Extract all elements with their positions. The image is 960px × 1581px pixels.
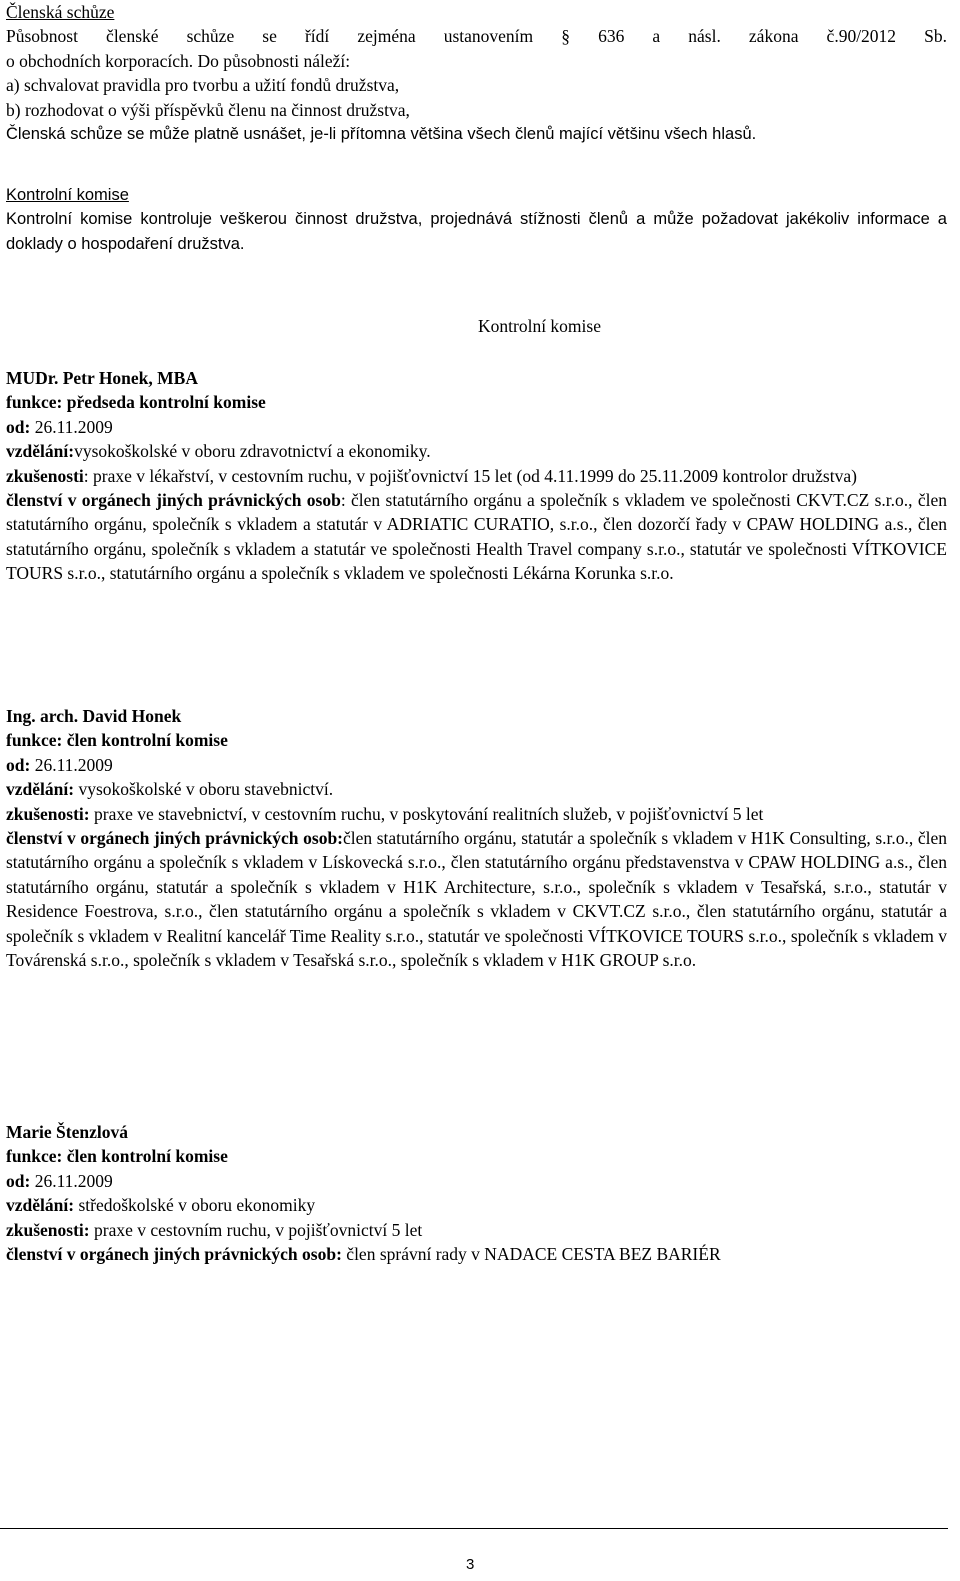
footer-divider xyxy=(0,1528,948,1529)
vzdelani-label: vzdělání: xyxy=(6,441,75,462)
clenska-quorum: Členská schůze se může platně usnášet, je-li přítomna většina všech členů mající většinu všech hlasů. xyxy=(6,125,757,144)
section-title: Kontrolní komise xyxy=(478,316,601,336)
member-funkce: funkce: předseda kontrolní komise xyxy=(6,392,266,413)
vzdelani-value: vysokoškolské v oboru zdravotnictví a ekonomiky. xyxy=(74,441,431,462)
clenstvi-value: člen statutárního orgánu, statutár a společník s vkladem v H1K Consulting, s.r.o., člen statutárního orgánu a společník s vkladem v Lískovecká s.r.o., člen statutárního orgánu představenstva v CPAW HOLDING a.s., člen statutárního orgánu, statutár a společník s vkladem v H1K Architecture, s.r.o., společník s vkladem v Tesařská, s.r.o., statutár v Residence Foestrova, s.r.o., člen statutárního orgánu a společník s vkladem v CKVT.CZ s.r.o., člen statutárního orgánu, statutár a společník s vkladem v Realitní kancelář Time Reality s.r.o., statutár ve společnosti VÍTKOVICE TOURS s.r.o., společník s vkladem v Továrenská s.r.o., společník s vkladem v Tesařská s.r.o., společník s vkladem v H1K GROUP s.r.o. xyxy=(6,828,947,971)
od-value: 26.11.2009 xyxy=(30,1170,113,1191)
member-name: Ing. arch. David Honek xyxy=(6,706,182,726)
od-label: od: xyxy=(6,754,31,775)
section-title-wrap xyxy=(6,314,947,338)
clenska-schuze-heading: Členská schůze xyxy=(6,2,115,22)
clenska-schuze-section xyxy=(6,0,947,146)
page-number: 3 xyxy=(466,1556,475,1573)
clenstvi-label: členství v orgánech jiných právnických osob xyxy=(6,490,341,511)
vzdelani-value: vysokoškolské v oboru stavebnictví. xyxy=(74,779,334,800)
clenstvi-label: členství v orgánech jiných právnických osob: xyxy=(6,828,343,849)
zkusenosti-label: zkušenosti xyxy=(6,465,84,486)
vzdelani-value: středoškolské v oboru ekonomiky xyxy=(74,1195,316,1216)
member-name: MUDr. Petr Honek, MBA xyxy=(6,368,198,388)
vzdelani-label: vzdělání: xyxy=(6,779,75,800)
zkusenosti-label: zkušenosti: xyxy=(6,1219,90,1240)
clenska-item-b: b) rozhodovat o výši příspěvků členu na činnost družstva, xyxy=(6,99,410,120)
clenska-line-1: Působnost členské schůze se řídí zejména ustanovením § 636 a násl. zákona č.90/2012 Sb. xyxy=(6,26,947,47)
vzdelani-label: vzdělání: xyxy=(6,1195,75,1216)
kontrolni-intro-text: Kontrolní komise kontroluje veškerou činnost družstva, projednává stížnosti členů a může požadovat jakékoliv informace a doklady o hospodaření družstva. xyxy=(6,210,947,253)
kontrolni-intro-heading: Kontrolní komise xyxy=(6,186,129,204)
zkusenosti-value: praxe v cestovním ruchu, v pojišťovnictví 5 let xyxy=(89,1219,423,1240)
od-label: od: xyxy=(6,416,31,437)
member-block xyxy=(6,366,947,586)
zkusenosti-label: zkušenosti: xyxy=(6,803,90,824)
member-name: Marie Štenzlová xyxy=(6,1122,128,1142)
clenstvi-value: : člen statutárního orgánu a společník s vkladem ve společnosti CKVT.CZ s.r.o., člen statutárního orgánu, společník s vkladem a statutár v ADRIATIC CURATIO, s.r.o., člen dozorčí řady v CPAW HOLDING a.s., člen statutárního orgánu, společník s vkladem a statutár ve společnosti Health Travel company s.r.o., statutár ve společnosti VÍTKOVICE TOURS s.r.o., statutárního orgánu a společník s vkladem ve společnosti Lékárna Korunka s.r.o. xyxy=(6,490,947,584)
kontrolni-intro-section xyxy=(6,183,947,256)
member-block xyxy=(6,704,947,972)
member-block xyxy=(6,1120,947,1266)
clenstvi-value: člen správní rady v NADACE CESTA BEZ BARIÉR xyxy=(341,1244,721,1265)
zkusenosti-value: praxe ve stavebnictví, v cestovním ruchu, v poskytování realitních služeb, v pojišťovnictví 5 let xyxy=(89,803,764,824)
clenska-item-a: a) schvalovat pravidla pro tvorbu a užití fondů družstva, xyxy=(6,75,400,96)
od-value: 26.11.2009 xyxy=(30,754,113,775)
clenska-line-2: o obchodních korporacích. Do působnosti náleží: xyxy=(6,50,351,71)
clenstvi-label: členství v orgánech jiných právnických osob: xyxy=(6,1244,342,1265)
od-label: od: xyxy=(6,1170,31,1191)
member-funkce: funkce: člen kontrolní komise xyxy=(6,730,228,751)
od-value: 26.11.2009 xyxy=(30,416,113,437)
member-funkce: funkce: člen kontrolní komise xyxy=(6,1146,228,1167)
zkusenosti-value: : praxe v lékařství, v cestovním ruchu, v pojišťovnictví 15 let (od 4.11.1999 do 25.11.2009 kontrolor družstva) xyxy=(83,465,857,486)
